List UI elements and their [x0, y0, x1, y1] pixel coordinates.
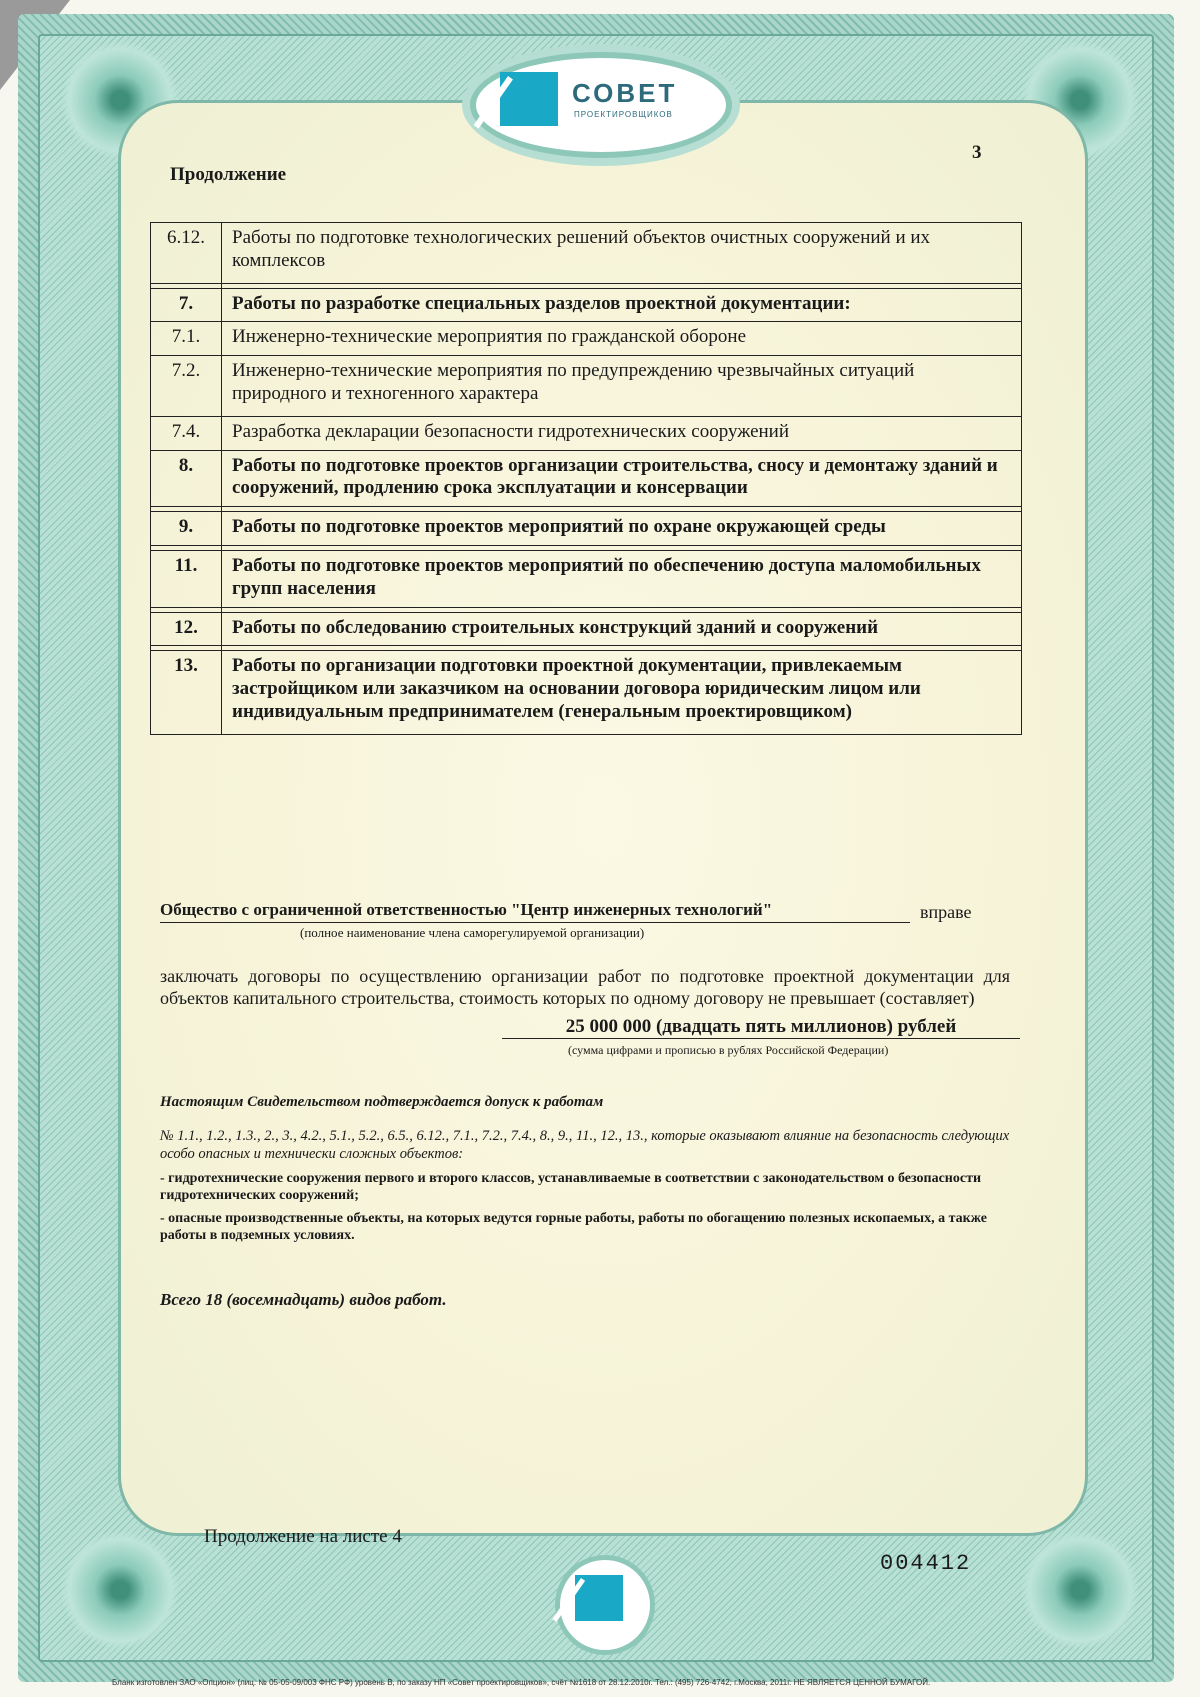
row-number: 7.	[151, 288, 222, 322]
table-row	[151, 612, 1022, 646]
row-text: Работы по обследованию строительных конструкций зданий и сооружений	[222, 612, 1022, 646]
continuation-heading: Продолжение	[170, 164, 287, 185]
contract-text: заключать договоры по осуществлению организации работ по подготовке проектной документации для объектов капитального строительства, стоимость которых по одному договору не превышает (составляет)	[160, 966, 1010, 1008]
amount-caption: (сумма цифрами и прописью в рублях Российской Федерации)	[568, 1043, 889, 1057]
corner-rosette-icon	[60, 1530, 180, 1650]
bottom-logo-icon	[575, 1575, 623, 1621]
row-text: Инженерно-технические мероприятия по гражданской обороне	[222, 322, 1022, 356]
row-number: 9.	[151, 512, 222, 546]
table-row	[151, 288, 1022, 322]
row-number: 7.1.	[151, 322, 222, 356]
corner-rosette-icon	[1020, 1530, 1140, 1650]
row-number: 6.12.	[151, 223, 222, 284]
row-number: 7.4.	[151, 416, 222, 450]
row-number: 8.	[151, 450, 222, 507]
contract-amount: 25 000 000 (двадцать пять миллионов) рублей	[502, 1016, 1020, 1039]
serial-number: 004412	[880, 1551, 972, 1576]
page-number: 3	[972, 142, 982, 163]
table-row	[151, 651, 1022, 734]
table-row	[151, 223, 1022, 284]
row-text: Инженерно-технические мероприятия по предупреждению чрезвычайных ситуаций природного и техногенного характера	[222, 356, 1022, 417]
logo-title: СОВЕТ	[572, 78, 678, 108]
organization-suffix: вправе	[920, 902, 972, 922]
row-text: Работы по организации подготовки проектной документации, привлекаемым застройщиком или заказчиком на основании договора юридическим лицом или индивидуальным предпринимателем (генеральным проектировщиком)	[222, 651, 1022, 734]
confirmation-numbers: № 1.1., 1.2., 1.3., 2., 3., 4.2., 5.1., 5.2., 6.5., 6.12., 7.1., 7.2., 7.4., 8., 9., 11., 12., 13., которые оказывают влияние на безопасность следующих особо опасных и технически сложных объектов:	[160, 1128, 1010, 1162]
row-text: Работы по разработке специальных разделов проектной документации:	[222, 288, 1022, 322]
table-row	[151, 450, 1022, 507]
object-item: - гидротехнические сооружения первого и второго классов, устанавливаемые в соответствии с законодательством о безопасности гидротехнических сооружений;	[160, 1171, 982, 1204]
row-text: Работы по подготовке технологических решений объектов очистных сооружений и их комплексов	[222, 223, 1022, 284]
works-table	[150, 222, 1022, 735]
row-number: 11.	[151, 550, 222, 607]
printer-footer: Бланк изготовлен ЗАО «Опцион» (лиц. № 05-05-09/003 ФНС РФ) уровень В, по заказу НП «Совет проектировщиков», счёт №1618 от 28.12.2010г. Тел.: (495) 726-4742, г.Москва, 2011г. НЕ ЯВЛЯЕТСЯ ЦЕННОЙ БУМАГОЙ.	[112, 1678, 931, 1687]
row-text: Разработка декларации безопасности гидротехнических сооружений	[222, 416, 1022, 450]
continued-on-next: Продолжение на листе 4	[204, 1526, 402, 1547]
organization-name: Общество с ограниченной ответственностью "Центр инженерных технологий"	[160, 900, 910, 923]
row-text: Работы по подготовке проектов мероприятий по охране окружающей среды	[222, 512, 1022, 546]
row-text: Работы по подготовке проектов мероприятий по обеспечению доступа маломобильных групп населения	[222, 550, 1022, 607]
table-row	[151, 550, 1022, 607]
row-number: 13.	[151, 651, 222, 734]
row-text: Работы по подготовке проектов организации строительства, сносу и демонтажу зданий и сооружений, продлению срока эксплуатации и консервации	[222, 450, 1022, 507]
object-item: - опасные производственные объекты, на которых ведутся горные работы, работы по обогащению полезных ископаемых, а также работы в подземных условиях.	[160, 1211, 987, 1244]
confirmation-title: Настоящим Свидетельством подтверждается допуск к работам	[160, 1094, 604, 1110]
table-row	[151, 416, 1022, 450]
row-number: 7.2.	[151, 356, 222, 417]
row-number: 12.	[151, 612, 222, 646]
table-row	[151, 356, 1022, 417]
sovet-logo-icon	[500, 72, 558, 126]
organization-caption: (полное наименование члена саморегулируемой организации)	[300, 925, 645, 940]
table-row	[151, 322, 1022, 356]
logo-subtitle: ПРОЕКТИРОВЩИКОВ	[574, 110, 673, 119]
table-row	[151, 512, 1022, 546]
total-works: Всего 18 (восемнадцать) видов работ.	[160, 1290, 447, 1309]
